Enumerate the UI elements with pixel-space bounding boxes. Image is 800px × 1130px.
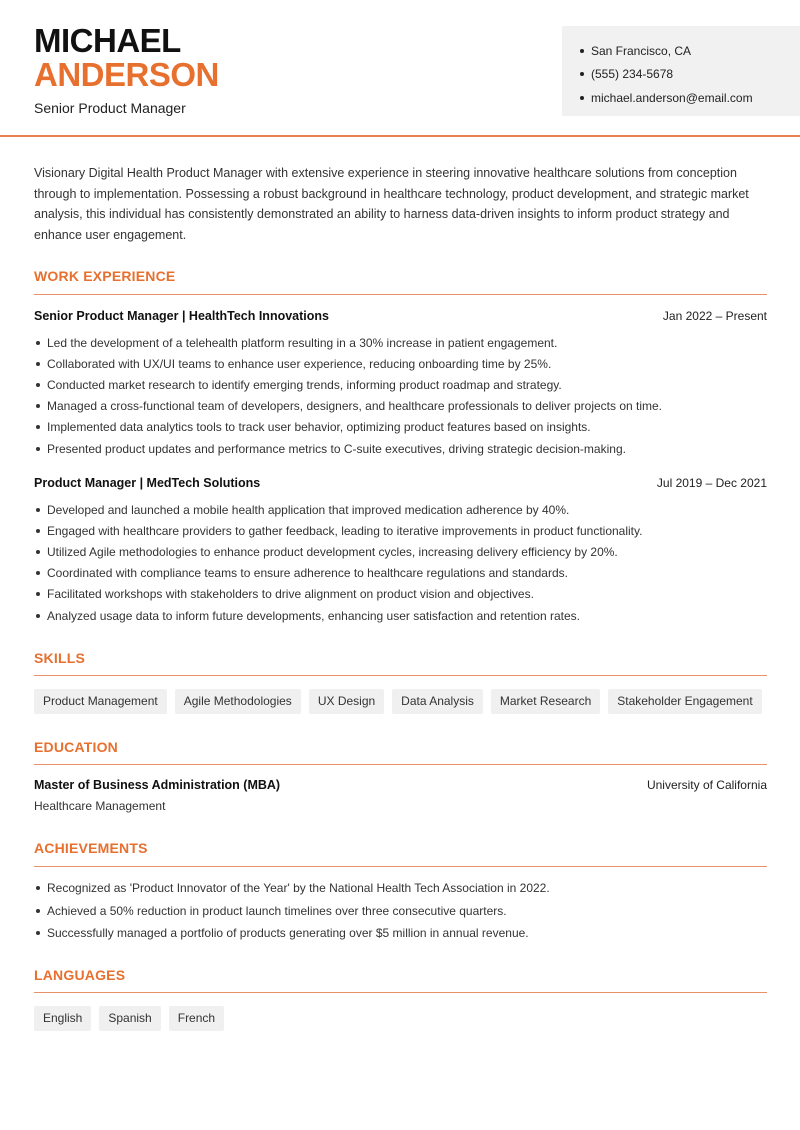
- education-field: Healthcare Management: [34, 799, 166, 813]
- section-title-skills: SKILLS: [34, 650, 85, 666]
- skill-chip: Stakeholder Engagement: [608, 689, 761, 714]
- list-item: Successfully managed a portfolio of products generating over $5 million in annual revenue.: [36, 922, 776, 945]
- job-dates: Jan 2022 – Present: [662, 309, 767, 323]
- list-item: Achieved a 50% reduction in product launch timelines over three consecutive quarters.: [36, 900, 776, 923]
- list-item: Analyzed usage data to inform future developments, enhancing user satisfaction and retention rates.: [36, 605, 776, 626]
- list-item: Developed and launched a mobile health application that improved medication adherence by 40%.: [36, 499, 776, 520]
- section-divider: [34, 992, 767, 993]
- skill-chip: Agile Methodologies: [175, 689, 301, 714]
- list-item: Coordinated with compliance teams to ensure adherence to healthcare regulations and standards.: [36, 563, 776, 584]
- section-divider: [34, 675, 767, 676]
- job-bullets: [36, 499, 776, 626]
- section-divider: [34, 866, 767, 867]
- contact-phone: [580, 63, 800, 87]
- language-chip: Spanish: [99, 1006, 160, 1031]
- contact-email-text: michael.anderson@email.com: [591, 90, 753, 105]
- list-item: Recognized as 'Product Innovator of the Year' by the National Health Tech Association in 2022.: [36, 877, 776, 900]
- job-heading: Product Manager | MedTech Solutions: [34, 476, 261, 490]
- section-title-work: WORK EXPERIENCE: [34, 268, 176, 284]
- section-divider: [34, 294, 767, 295]
- contact-email: [580, 86, 800, 110]
- bullet-icon: [580, 72, 584, 76]
- list-item: Implemented data analytics tools to track user behavior, optimizing product features based on insights.: [36, 417, 776, 438]
- section-divider: [34, 764, 767, 765]
- list-item: Presented product updates and performance metrics to C-suite executives, driving strategic decision-making.: [36, 438, 776, 459]
- job-heading: Senior Product Manager | HealthTech Innovations: [34, 309, 329, 323]
- resume-header: [0, 0, 800, 137]
- job-title: Senior Product Manager: [34, 100, 186, 116]
- bullet-icon: [580, 49, 584, 53]
- section-title-education: EDUCATION: [34, 739, 118, 755]
- list-item: Collaborated with UX/UI teams to enhance user experience, reducing onboarding time by 25%.: [36, 353, 776, 374]
- summary: Visionary Digital Health Product Manager with extensive experience in steering innovative healthcare solutions from conception through to implementation. Possessing a robust background in healthcare technology, product development, and strategic market analysis, this individual has consistently demonstrated an ability to harness data-driven insights to inform product strategy and enhance user engagement.: [34, 166, 749, 242]
- skills-list: [34, 689, 762, 714]
- last-name: ANDERSON: [34, 56, 219, 93]
- list-item: Managed a cross-functional team of developers, designers, and healthcare professionals to deliver projects on time.: [36, 396, 776, 417]
- skill-chip: Market Research: [491, 689, 600, 714]
- education-header: [34, 778, 767, 792]
- first-name: MICHAEL: [34, 22, 181, 59]
- language-chip: English: [34, 1006, 91, 1031]
- job-header: [34, 309, 767, 323]
- languages-list: [34, 1006, 224, 1031]
- list-item: Facilitated workshops with stakeholders to drive alignment on product vision and objectives.: [36, 584, 776, 605]
- skill-chip: Product Management: [34, 689, 167, 714]
- job-header: [34, 476, 767, 490]
- contact-location: [580, 39, 800, 63]
- skill-chip: Data Analysis: [392, 689, 483, 714]
- section-title-achievements: ACHIEVEMENTS: [34, 840, 148, 856]
- contact-location-text: San Francisco, CA: [591, 43, 692, 58]
- contact-box: [562, 26, 800, 116]
- list-item: Led the development of a telehealth platform resulting in a 30% increase in patient engagement.: [36, 332, 776, 353]
- achievements-list: [36, 877, 776, 945]
- bullet-icon: [580, 96, 584, 100]
- contact-phone-text: (555) 234-5678: [591, 67, 674, 82]
- list-item: Conducted market research to identify emerging trends, informing product roadmap and strategy.: [36, 374, 776, 395]
- education-degree: Master of Business Administration (MBA): [34, 778, 281, 792]
- job-bullets: [36, 332, 776, 459]
- language-chip: French: [169, 1006, 224, 1031]
- job-dates: Jul 2019 – Dec 2021: [656, 476, 767, 490]
- section-title-languages: LANGUAGES: [34, 967, 126, 983]
- list-item: Utilized Agile methodologies to enhance product development cycles, increasing delivery efficiency by 20%.: [36, 541, 776, 562]
- list-item: Engaged with healthcare providers to gather feedback, leading to iterative improvements in product functionality.: [36, 520, 776, 541]
- education-school: University of California: [646, 778, 767, 792]
- skill-chip: UX Design: [309, 689, 384, 714]
